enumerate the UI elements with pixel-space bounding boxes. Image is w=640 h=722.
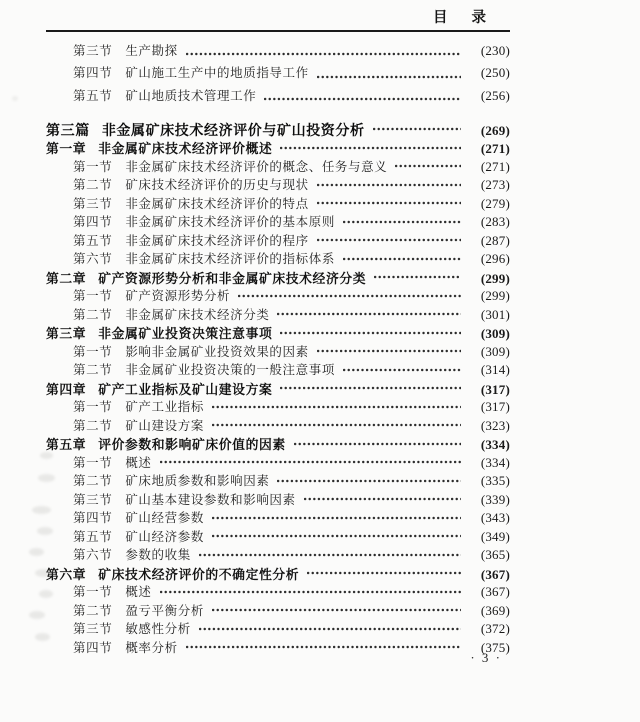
scan-smudge xyxy=(39,590,53,598)
toc-entry-page: (309) xyxy=(480,326,510,342)
toc-entry-number: 第六节 xyxy=(73,252,113,267)
toc-entry-title: 矿产资源形势分析 xyxy=(125,289,231,304)
dot-leader xyxy=(304,495,461,504)
dot-leader xyxy=(307,569,461,578)
toc-entry xyxy=(46,471,510,490)
toc-entry-page: (273) xyxy=(480,177,510,193)
dot-leader xyxy=(160,458,461,467)
toc-entry-number: 第三节 xyxy=(73,492,113,507)
toc-entry-page: (269) xyxy=(480,122,510,138)
scan-smudge xyxy=(37,527,53,535)
toc-entry-title: 盈亏平衡分析 xyxy=(125,603,204,618)
toc-entry xyxy=(46,63,510,85)
dot-leader xyxy=(212,421,461,430)
toc-entry-page: (367) xyxy=(480,566,510,582)
toc-entry-title: 非金属矿业投资决策注意事项 xyxy=(98,327,273,342)
toc-entry xyxy=(46,453,510,472)
dot-leader xyxy=(277,477,461,486)
dot-leader xyxy=(238,292,461,301)
scan-smudge xyxy=(12,96,18,101)
toc-entry-title: 概率分析 xyxy=(125,640,178,655)
toc-entry xyxy=(46,138,510,157)
toc-entry-title: 非金属矿床技术经济评价的程序 xyxy=(125,233,309,248)
toc-entry-number: 第五章 xyxy=(46,438,87,453)
toc-entry-page: (317) xyxy=(480,381,510,397)
dot-leader xyxy=(212,403,461,412)
scan-smudge xyxy=(38,474,55,482)
toc-entry xyxy=(46,120,510,139)
toc-entry-number: 第四节 xyxy=(73,640,113,655)
toc-page xyxy=(46,6,510,656)
toc-entry-page: (279) xyxy=(480,195,510,211)
toc-entry-title: 矿床技术经济评价的历史与现状 xyxy=(125,178,309,193)
toc-entry xyxy=(46,379,510,398)
toc-entry-number: 第五节 xyxy=(73,529,113,544)
toc-entry-title: 非金属矿床技术经济评价的基本原则 xyxy=(125,215,335,230)
dot-leader xyxy=(277,310,461,319)
toc-entry-number: 第一节 xyxy=(73,400,113,415)
toc-entry-title: 生产勘探 xyxy=(125,44,178,58)
toc-entry-page: (287) xyxy=(480,232,510,248)
toc-entry-number: 第四章 xyxy=(46,382,87,397)
toc-entry-title: 矿山施工生产中的地质指导工作 xyxy=(125,66,309,81)
dot-leader xyxy=(199,625,461,634)
toc-entry-page: (301) xyxy=(480,306,510,322)
toc-entry xyxy=(46,157,510,176)
dot-leader xyxy=(317,347,461,356)
toc-entry-page: (369) xyxy=(480,602,510,618)
toc-entry-number: 第一节 xyxy=(73,585,113,600)
toc-entry xyxy=(46,249,510,268)
toc-entry-number: 第一节 xyxy=(73,159,113,174)
toc-entry-page: (372) xyxy=(480,621,510,637)
toc-entry xyxy=(46,508,510,527)
toc-entry-page: (283) xyxy=(480,214,510,230)
toc-entry-number: 第一节 xyxy=(73,344,113,359)
toc-entry xyxy=(46,397,510,416)
toc-entry-page: (334) xyxy=(480,454,510,470)
toc-entry-number: 第三篇 xyxy=(46,123,90,139)
dot-leader xyxy=(160,588,461,597)
toc-entry-number: 第二节 xyxy=(73,418,113,433)
toc-entry-number: 第三节 xyxy=(73,44,113,58)
toc-entry-title: 评价参数和影响矿床价值的因素 xyxy=(98,438,286,453)
toc-entry-title: 矿床地质参数和影响因素 xyxy=(125,474,270,489)
toc-entry xyxy=(46,212,510,231)
toc-entry xyxy=(46,416,510,435)
toc-entry-title: 矿产资源形势分析和非金属矿床技术经济分类 xyxy=(98,271,367,286)
toc-entry xyxy=(46,434,510,453)
toc-entry-page: (309) xyxy=(480,343,510,359)
toc-entry-page: (339) xyxy=(480,491,510,507)
dot-leader xyxy=(294,440,461,449)
toc-entry-number: 第五节 xyxy=(73,233,113,248)
header-char-lu: 录 xyxy=(471,10,486,26)
dot-leader xyxy=(199,551,461,560)
toc-entry-page: (256) xyxy=(480,87,510,103)
toc-entry-page: (317) xyxy=(480,399,510,415)
toc-entry-number: 第五节 xyxy=(73,88,113,103)
toc-entry xyxy=(46,601,510,620)
page-header-title xyxy=(46,6,510,32)
dot-leader xyxy=(280,144,461,153)
dot-leader xyxy=(212,606,461,615)
toc-entry-number: 第四节 xyxy=(73,511,113,526)
toc-entry-title: 矿山经营参数 xyxy=(125,511,204,526)
toc-entry-number: 第一节 xyxy=(73,289,113,304)
toc-entry-title: 非金属矿床技术经济评价的概念、任务与意义 xyxy=(125,159,388,174)
toc-entry-number: 第四节 xyxy=(73,66,113,81)
toc-entry xyxy=(46,619,510,638)
toc-entry-page: (334) xyxy=(480,437,510,453)
toc-entry-number: 第一节 xyxy=(73,455,113,470)
toc-entry-title: 非金属矿床技术经济评价与矿山投资分析 xyxy=(101,123,365,139)
toc-entry-title: 矿床技术经济评价的不确定性分析 xyxy=(98,567,300,582)
dot-leader xyxy=(212,532,461,541)
toc-entry-number: 第二节 xyxy=(73,474,113,489)
toc-entry-page: (271) xyxy=(480,158,510,174)
dot-leader xyxy=(343,255,461,264)
dot-leader xyxy=(317,199,461,208)
toc-entry-number: 第六章 xyxy=(46,567,87,582)
toc-entry xyxy=(46,231,510,250)
toc-entry-title: 非金属矿业投资决策的一般注意事项 xyxy=(125,363,335,378)
dot-leader xyxy=(374,273,461,282)
dot-leader xyxy=(343,218,461,227)
toc-entry-page: (365) xyxy=(480,547,510,563)
toc-list xyxy=(46,41,510,656)
scan-smudge xyxy=(35,569,53,577)
toc-entry-title: 矿山经济参数 xyxy=(125,529,204,544)
scan-smudge xyxy=(32,506,51,514)
toc-entry xyxy=(46,582,510,601)
toc-entry-number: 第二节 xyxy=(73,363,113,378)
toc-entry-title: 概述 xyxy=(125,455,152,470)
dot-leader xyxy=(186,50,461,59)
toc-entry-title: 敏感性分析 xyxy=(125,622,191,637)
toc-entry xyxy=(46,86,510,108)
toc-entry-page: (343) xyxy=(480,510,510,526)
toc-entry-number: 第三节 xyxy=(73,622,113,637)
toc-entry-page: (314) xyxy=(480,362,510,378)
toc-entry xyxy=(46,323,510,342)
dot-leader xyxy=(395,162,461,171)
toc-entry-page: (349) xyxy=(480,528,510,544)
page-number-footer: · 3 · xyxy=(470,650,502,665)
header-char-mu: 目 xyxy=(433,10,448,26)
dot-leader xyxy=(317,181,461,190)
toc-entry-number: 第三章 xyxy=(46,327,87,342)
toc-entry xyxy=(46,360,510,379)
dot-leader xyxy=(317,73,461,82)
toc-entry xyxy=(46,41,510,63)
toc-entry-page: (323) xyxy=(480,417,510,433)
toc-entry-page: (335) xyxy=(480,473,510,489)
toc-entry xyxy=(46,342,510,361)
toc-entry xyxy=(46,564,510,583)
toc-entry-page: (299) xyxy=(480,288,510,304)
scan-smudge xyxy=(29,611,45,619)
scan-smudge xyxy=(35,633,50,641)
toc-entry-title: 矿山地质技术管理工作 xyxy=(125,88,257,103)
toc-entry-page: (296) xyxy=(480,251,510,267)
toc-entry-page: (375) xyxy=(480,639,510,655)
toc-entry-title: 非金属矿床技术经济评价的指标体系 xyxy=(125,252,335,267)
toc-entry xyxy=(46,545,510,564)
toc-entry-number: 第二章 xyxy=(46,271,87,286)
toc-entry xyxy=(46,527,510,546)
toc-entry xyxy=(46,194,510,213)
dot-leader xyxy=(343,366,461,375)
scan-smudge xyxy=(40,452,53,459)
toc-entry-title: 矿产工业指标及矿山建设方案 xyxy=(98,382,273,397)
toc-entry-page: (230) xyxy=(480,43,510,58)
toc-entry-number: 第四节 xyxy=(73,215,113,230)
toc-entry-title: 参数的收集 xyxy=(125,548,191,563)
toc-entry xyxy=(46,175,510,194)
dot-leader xyxy=(280,384,461,393)
toc-entry-page: (271) xyxy=(480,141,510,157)
toc-entry-title: 矿山基本建设参数和影响因素 xyxy=(125,492,296,507)
toc-entry-title: 非金属矿床技术经济评价的特点 xyxy=(125,196,309,211)
scan-smudge xyxy=(29,548,44,556)
toc-entry xyxy=(46,268,510,287)
toc-entry-number: 第一章 xyxy=(46,142,87,157)
toc-entry xyxy=(46,305,510,324)
dot-leader xyxy=(264,95,461,104)
toc-entry-title: 矿产工业指标 xyxy=(125,400,204,415)
toc-entry-title: 概述 xyxy=(125,585,152,600)
dot-leader xyxy=(280,329,461,338)
toc-entry-number: 第二节 xyxy=(73,178,113,193)
dot-leader xyxy=(317,236,461,245)
toc-entry-title: 非金属矿床技术经济分类 xyxy=(125,307,270,322)
toc-entry-title: 矿山建设方案 xyxy=(125,418,204,433)
toc-entry-title: 影响非金属矿业投资效果的因素 xyxy=(125,344,309,359)
toc-entry-number: 第六节 xyxy=(73,548,113,563)
toc-entry-number: 第二节 xyxy=(73,603,113,618)
toc-entry-number: 第二节 xyxy=(73,307,113,322)
dot-leader xyxy=(373,125,461,134)
toc-entry-title: 非金属矿床技术经济评价概述 xyxy=(98,142,273,157)
toc-entry-page: (299) xyxy=(480,270,510,286)
toc-entry-page: (250) xyxy=(480,65,510,81)
toc-entry-page: (367) xyxy=(480,584,510,600)
dot-leader xyxy=(212,514,461,523)
toc-entry-number: 第三节 xyxy=(73,196,113,211)
toc-entry xyxy=(46,490,510,509)
toc-entry xyxy=(46,286,510,305)
